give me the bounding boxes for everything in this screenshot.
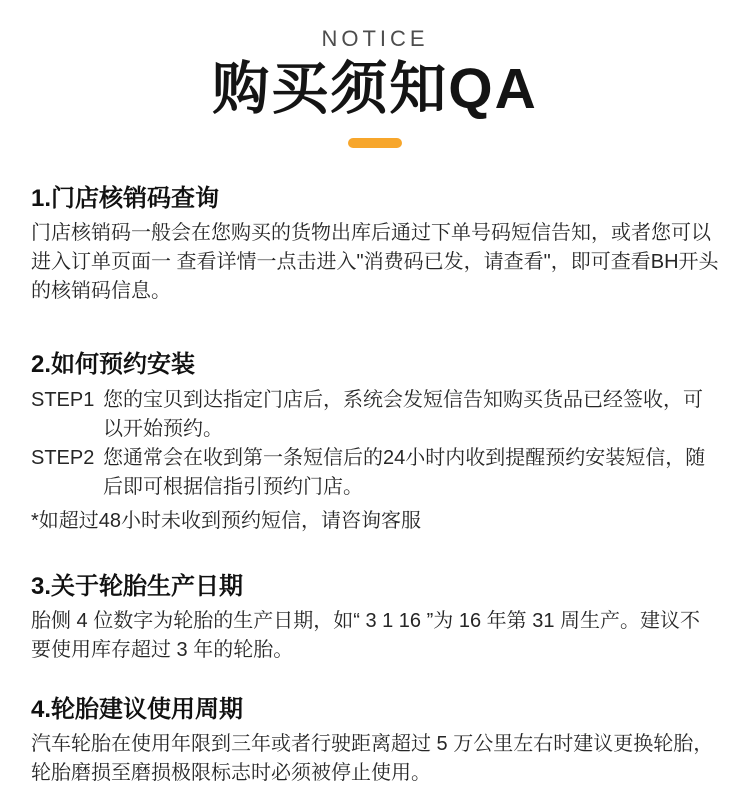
accent-underline xyxy=(348,138,402,148)
section-paragraph: 胎侧 4 位数字为轮胎的生产日期，如“ 3 1 16 ”为 16 年第 31 周生产。建议不要使用库存超过 3 年的轮胎。 xyxy=(31,609,700,661)
step-list xyxy=(31,386,719,502)
section-install-booking xyxy=(31,350,719,536)
step-label: STEP2 xyxy=(31,446,95,469)
step-item-2 xyxy=(31,444,719,502)
section-paragraph: 汽车轮胎在使用年限到三年或者行驶距离超过 5 万公里左右时建议更换轮胎，轮胎磨损至磨损极限标志时必须被停止使用。 xyxy=(31,732,714,784)
section-heading: 3.关于轮胎生产日期 xyxy=(31,572,244,600)
section-usage-cycle xyxy=(31,695,719,788)
step-label: STEP1 xyxy=(31,388,95,411)
notice-header xyxy=(31,26,719,148)
section-heading: 4.轮胎建议使用周期 xyxy=(31,695,244,723)
page-title: 购买须知QA xyxy=(212,57,538,121)
section-paragraph: 门店核销码一般会在您购买的货物出库后通过下单号码短信告知，或者您可以进入订单页面一 查看详情一点击进入"消费码已发，请查看"，即可查看BH开头的核销码信息。 xyxy=(31,221,719,302)
step-text: 您通常会在收到第一条短信后的24小时内收到提醒预约安装短信，随后即可根据信指引预约门店。 xyxy=(103,446,706,498)
section-heading: 2.如何预约安装 xyxy=(31,350,196,378)
section-heading: 1.门店核销码查询 xyxy=(31,184,220,212)
step-text: 您的宝贝到达指定门店后，系统会发短信告知购买货品已经签收，可以开始预约。 xyxy=(103,388,703,440)
overdue-sms-note: *如超过48小时未收到预约短信，请咨询客服 xyxy=(31,509,422,532)
section-production-date xyxy=(31,572,719,665)
notice-eyebrow: NOTICE xyxy=(321,26,429,51)
section-store-verification-code xyxy=(31,184,719,306)
step-item-1 xyxy=(31,386,719,444)
